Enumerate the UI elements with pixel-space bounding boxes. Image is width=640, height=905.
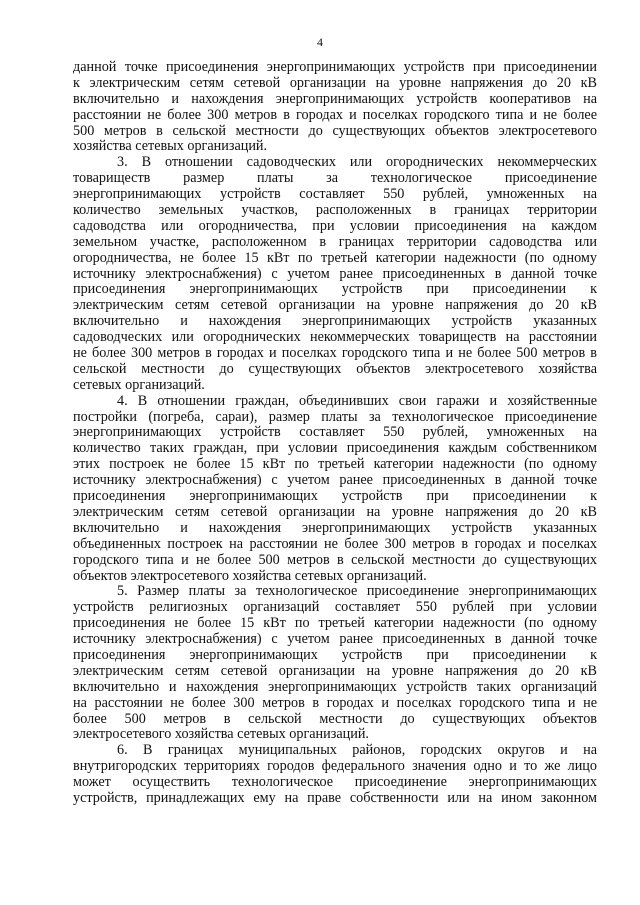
text-line: включительно и нахождения энергопринимающих устройств указанных <box>73 519 597 536</box>
text-line: хозяйства сетевых организаций. <box>73 138 268 155</box>
text-line: объединенных построек на расстоянии не более 300 метров в городах и поселках <box>73 535 597 552</box>
document-body <box>73 60 597 807</box>
text-line: садоводческих или огороднических некоммерческих товариществ на расстоянии <box>73 329 597 346</box>
paragraph-5 <box>73 584 597 743</box>
text-line: сельской местности до существующих объектов электросетевого хозяйства <box>73 360 597 377</box>
text-line: может осуществить технологическое присоединение энергопринимающих <box>73 774 597 791</box>
text-line: постройки (погреба, сараи), размер платы за технологическое присоединение <box>73 408 597 425</box>
text-line: земельном участке, расположенном в границах территории садоводства или <box>73 233 597 250</box>
text-line: 4. В отношении граждан, объединивших свои гаражи и хозяйственные <box>117 392 597 409</box>
page-number: 4 <box>317 35 323 49</box>
text-line: расстоянии не более 300 метров в городах и поселках городского типа и не более <box>73 106 597 123</box>
text-line: к электрическим сетям сетевой организации на уровне напряжения до 20 кВ <box>73 74 597 91</box>
text-line: данной точке присоединения энергопринимающих устройств при присоединении <box>73 59 597 75</box>
paragraph-3 <box>73 155 597 393</box>
text-line: включительно и нахождения энергопринимающих устройств таких организаций <box>73 678 597 695</box>
text-line: городского типа и не более 500 метров в сельской местности до существующих <box>73 551 597 568</box>
text-line: садоводства или огородничества, при условии присоединения на каждом <box>73 217 597 234</box>
text-line: присоединения энергопринимающих устройств при присоединении к <box>73 488 597 505</box>
text-line: включительно и нахождения энергопринимающих устройств указанных <box>73 313 597 330</box>
text-line: присоединения энергопринимающих устройств при присоединении к <box>73 281 597 298</box>
text-line: электрическим сетям сетевой организации на уровне напряжения до 20 кВ <box>73 297 597 314</box>
paragraph-6 <box>73 743 597 807</box>
text-line: сетевых организаций. <box>73 376 205 393</box>
text-line: 6. В границах муниципальных районов, городских округов и на <box>117 742 597 759</box>
text-line: электрическим сетям сетевой организации на уровне напряжения до 20 кВ <box>73 662 597 679</box>
text-line: 5. Размер платы за технологическое присоединение энергопринимающих <box>117 583 597 600</box>
text-line: устройств религиозных организаций составляет 550 рублей при условии <box>73 599 597 616</box>
text-line: товариществ размер платы за технологическое присоединение <box>73 170 597 187</box>
text-line: устройств, принадлежащих ему на праве собственности или на ином законном <box>73 789 597 806</box>
text-line: энергопринимающих устройств составляет 550 рублей, умноженных на <box>73 186 597 203</box>
text-line: источнику электроснабжения) с учетом ранее присоединенных в данной точке <box>73 631 597 648</box>
text-line: внутригородских территориях городов федерального значения одно и то же лицо <box>73 758 597 775</box>
text-line: на расстоянии не более 300 метров в городах и поселках городского типа и не <box>73 694 597 711</box>
text-line: источнику электроснабжения) с учетом ранее присоединенных в данной точке <box>73 472 597 489</box>
text-line: объектов электросетевого хозяйства сетевых организаций. <box>73 567 427 584</box>
text-line: более 500 метров в сельской местности до существующих объектов <box>73 710 597 727</box>
text-line: 3. В отношении садоводческих или огороднических некоммерческих <box>117 154 597 171</box>
text-line: электросетевого хозяйства сетевых организаций. <box>73 726 369 743</box>
text-line: электрическим сетям сетевой организации на уровне напряжения до 20 кВ <box>73 503 597 520</box>
text-line: энергопринимающих устройств составляет 550 рублей, умноженных на <box>73 424 597 441</box>
text-line: огородничества, не более 15 кВт по третьей категории надежности (по одному <box>73 249 597 266</box>
text-line: количество земельных участков, расположенных в границах территории <box>73 202 597 219</box>
text-line: не более 300 метров в городах и поселках городского типа и не более 500 метров в <box>73 345 597 362</box>
text-line: источнику электроснабжения) с учетом ранее присоединенных в данной точке <box>73 265 597 282</box>
text-line: количество таких граждан, при условии присоединения каждым собственником <box>73 440 597 457</box>
text-line: 500 метров в сельской местности до существующих объектов электросетевого <box>73 122 597 139</box>
paragraph-continuation <box>73 60 597 155</box>
text-line: этих построек не более 15 кВт по третьей категории надежности (по одному <box>73 456 597 473</box>
text-line: включительно и нахождения энергопринимающих устройств кооперативов на <box>73 90 597 107</box>
text-line: присоединения энергопринимающих устройств при присоединении к <box>73 646 597 663</box>
paragraph-4 <box>73 394 597 585</box>
text-line: присоединения не более 15 кВт по третьей категории надежности (по одному <box>73 615 597 632</box>
